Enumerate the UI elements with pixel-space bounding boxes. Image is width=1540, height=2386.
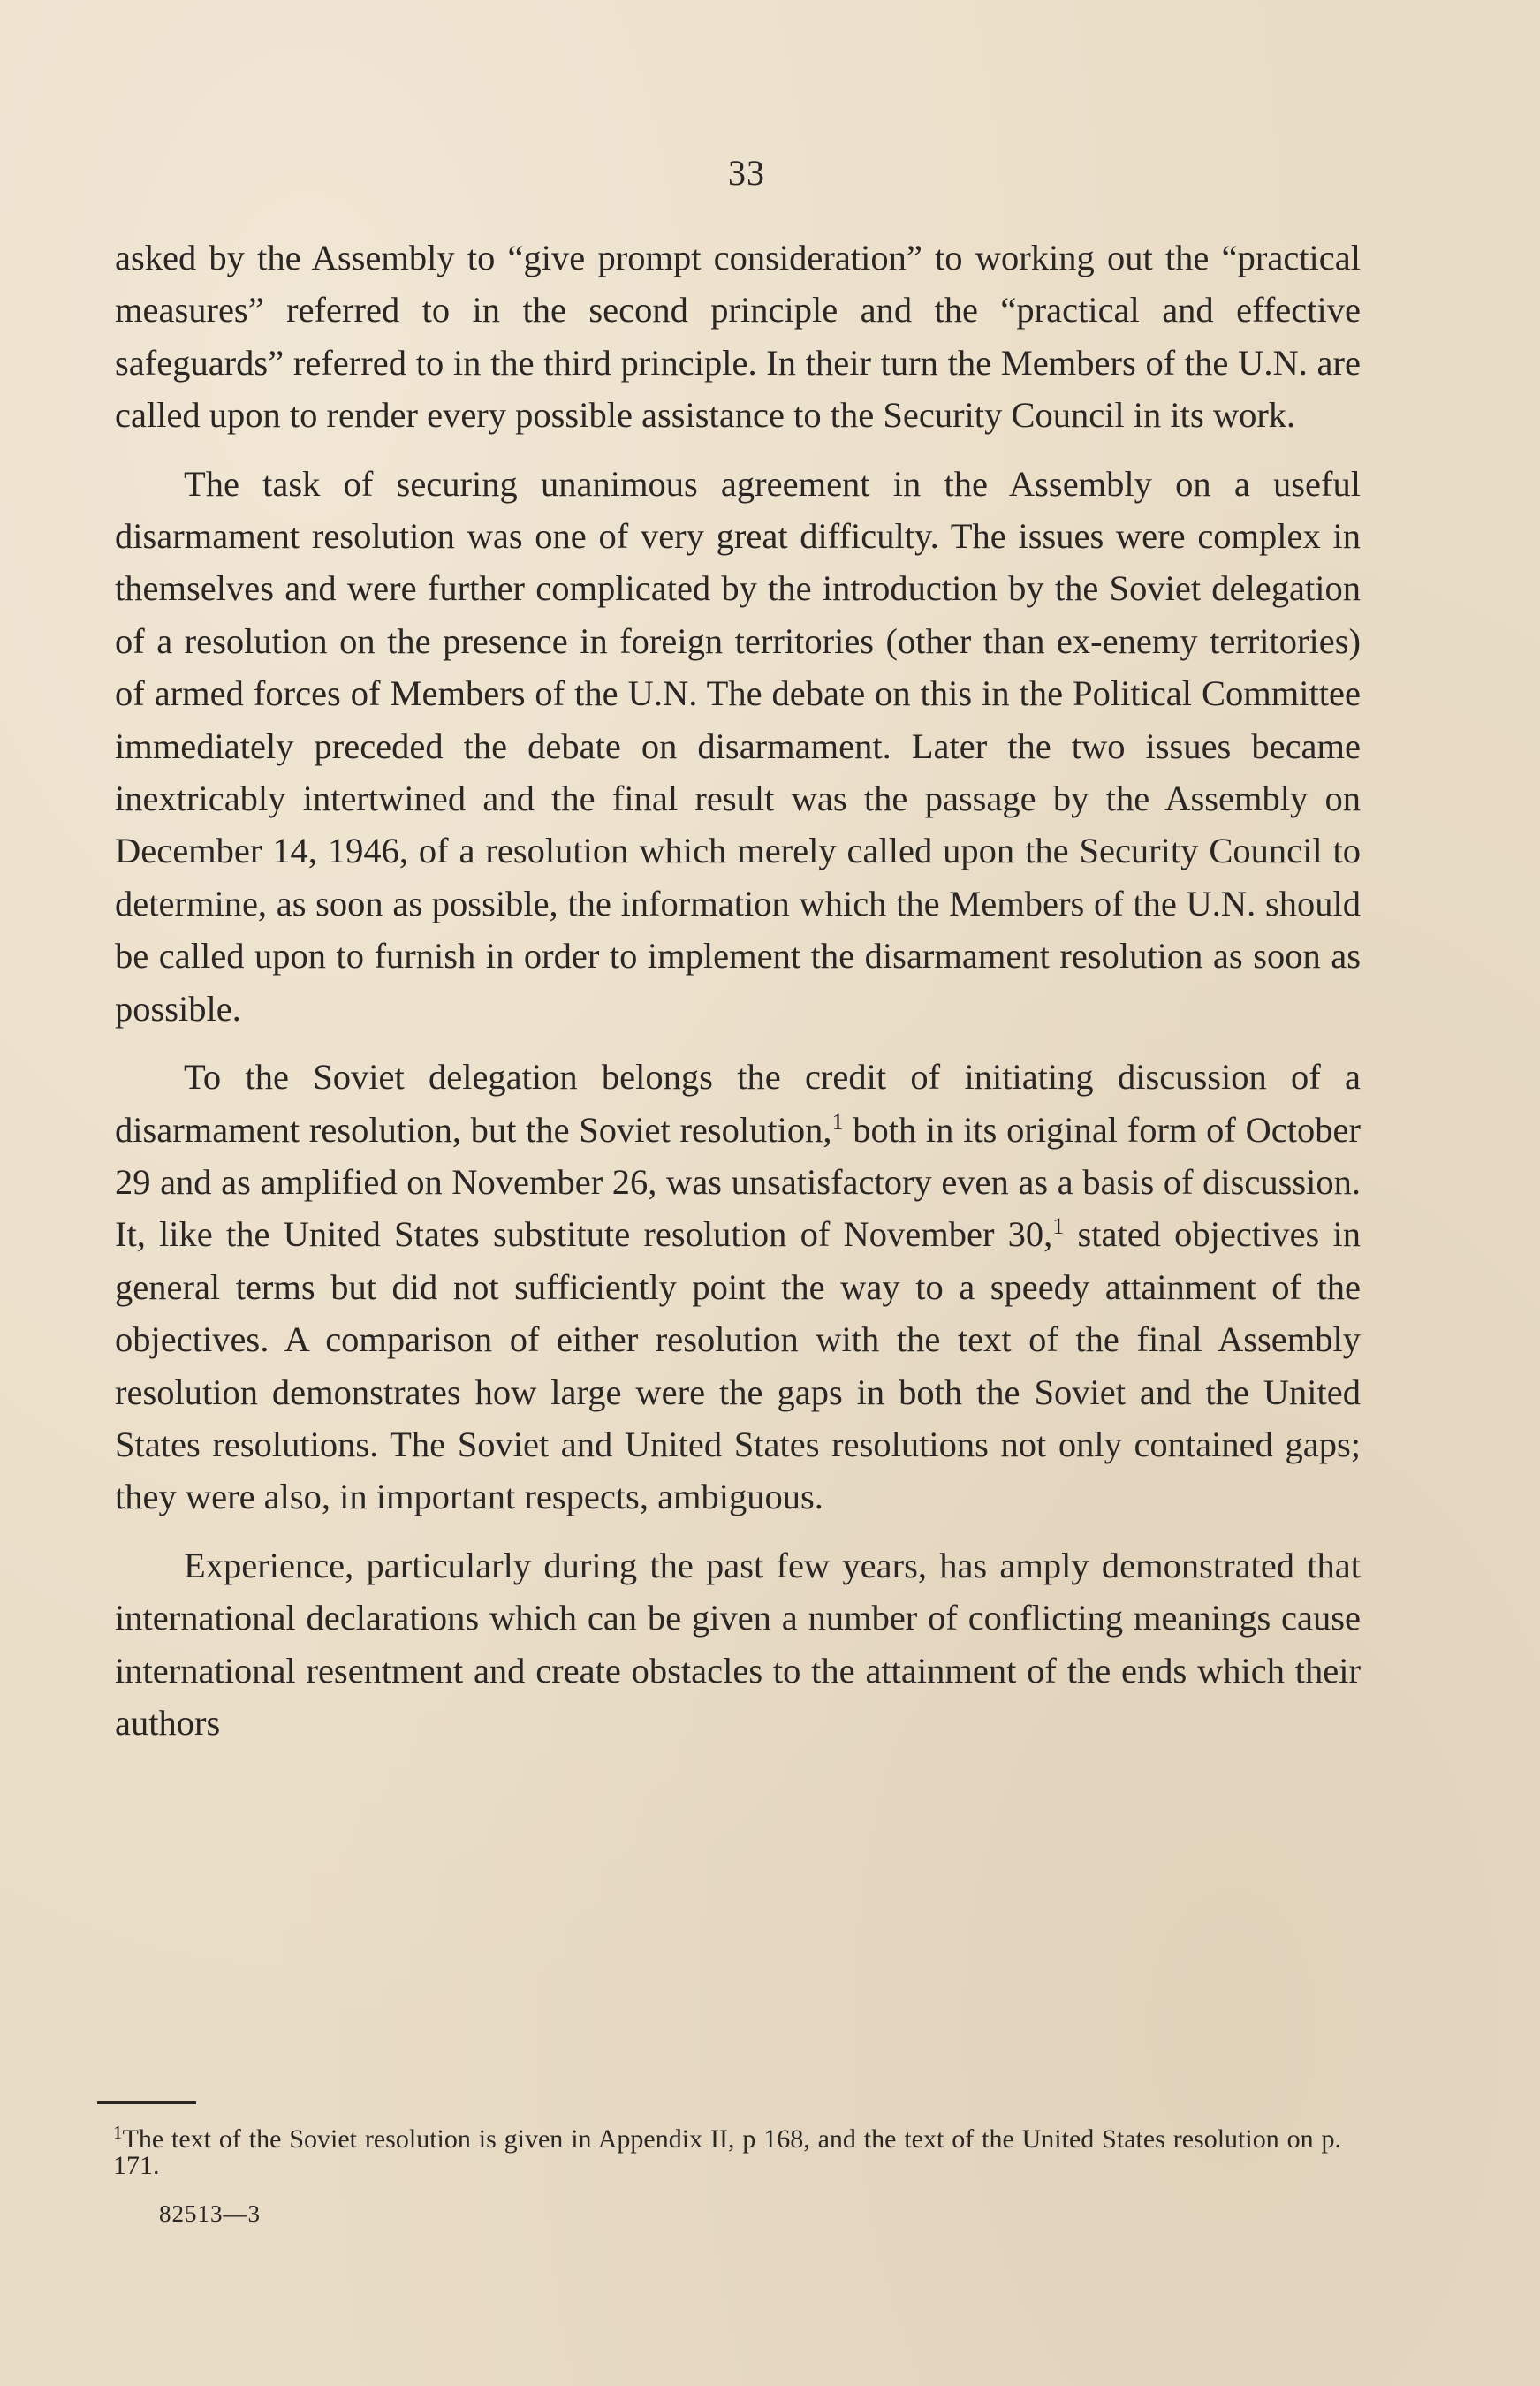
footnote-reference: 1 <box>831 1108 844 1135</box>
print-code: 82513—3 <box>159 2200 261 2227</box>
paragraph-3 <box>115 1051 1361 1524</box>
paragraph-2: The task of securing unanimous agreement in the Assembly on a useful disarmament resolution was one of very great difficulty. The issues were complex in themselves and were further complicated by the introduction by the Soviet delegation of a resolution on the presence in foreign territories (other than ex-enemy territories) of armed forces of Members of the U.N. The debate on this in the Political Committee immediately preceded the debate on disarmament. Later the two issues became inextricably intertwined and the final result was the passage by the Assembly on December 14, 1946, of a resolution which merely called upon the Security Council to determine, as soon as possible, the information which the Members of the U.N. should be called upon to furnish in order to implement the disarmament resolution as soon as possible. <box>115 463 1361 1029</box>
footnote <box>113 2122 1341 2180</box>
footnote-text: The text of the Soviet resolution is given in Appendix II, p 168, and the text of the United States resolution on p. 171. <box>113 2124 1341 2180</box>
body-text <box>115 232 1361 1749</box>
paragraph-1: asked by the Assembly to “give prompt consideration” to working out the “practical measures” referred to in the second principle and the “practical and effective safeguards” referred to in the third principle. In their turn the Members of the U.N. are called upon to render every possible assistance to the Security Council in its work. <box>115 238 1361 436</box>
footnote-reference: 1 <box>1052 1213 1065 1240</box>
page-number: 33 <box>728 153 765 193</box>
footnote-marker: 1 <box>113 2122 123 2143</box>
paragraph-3-part-a: To the Soviet delegation belongs the credit of initiating discussion of a disarmament resolution, but the Soviet resolution, <box>115 1057 1361 1150</box>
paragraph-4: Experience, particularly during the past few years, has amply demonstrated that international declarations which can be given a number of conflicting meanings cause international resentment and create obstacles to the attainment of the ends which their authors <box>115 1545 1361 1743</box>
paragraph-3-part-b: both in its original form of October 29 and as amplified on November 26, was unsatisfactory even as a basis of discussion. It, like the United States substitute resolution of November 30, <box>115 1109 1361 1255</box>
footnote-divider <box>97 2101 196 2104</box>
paragraph-3-part-c: stated objectives in general terms but did not sufficiently point the way to a speedy attainment of the objectives. A comparison of either resolution with the text of the final Assembly resolution demonstrates how large were the gaps in both the Soviet and the United States resolutions. The Soviet and United States resolutions not only contained gaps; they were also, in important respects, ambiguous. <box>115 1214 1361 1517</box>
